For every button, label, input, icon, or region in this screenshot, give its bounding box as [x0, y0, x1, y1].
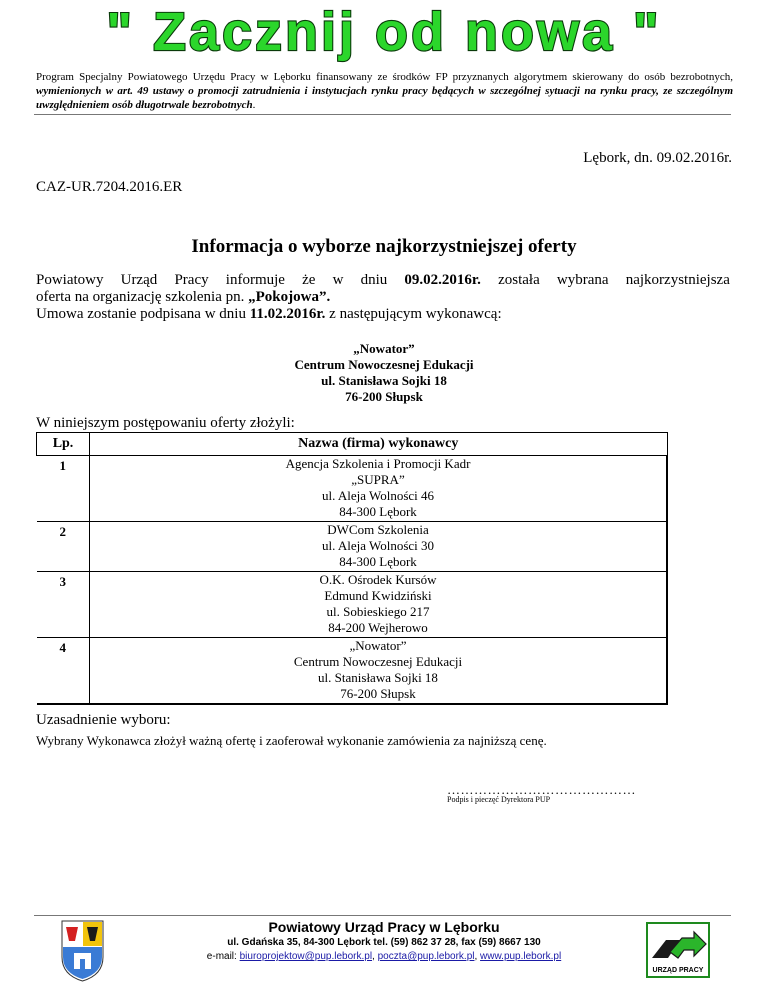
title-banner-graphic	[0, 0, 768, 66]
contractor-line: ul. Stanisława Sojki 18	[318, 670, 438, 685]
footer-divider	[34, 915, 731, 916]
footer-address: ul. Gdańska 35, 84-300 Lębork tel. (59) 862 37 28, fax (59) 8667 130	[227, 937, 541, 948]
winner-line: „Nowator”	[353, 341, 415, 356]
signature-line: ……………………………………	[447, 782, 636, 797]
contractor-name-cell	[90, 572, 668, 638]
row-number: 2	[37, 522, 90, 572]
intro-word: wybrana	[556, 272, 609, 288]
training-name: „Pokojowa”.	[248, 289, 331, 305]
title-banner	[0, 0, 768, 66]
table-row	[37, 456, 668, 522]
row-number: 4	[37, 638, 90, 705]
footer-email-label: e-mail:	[206, 951, 240, 962]
website-link[interactable]: www.pup.lebork.pl	[480, 951, 562, 962]
table-row	[37, 638, 668, 705]
intro-word: 09.02.2016r.	[404, 272, 481, 288]
contractor-line: Agencja Szkolenia i Promocji Kadr	[285, 456, 471, 471]
urzad-pracy-logo-icon	[646, 922, 710, 978]
table-header-row	[37, 433, 668, 456]
intro-word: Pracy	[174, 272, 209, 288]
winner-line: Centrum Nowoczesnej Edukacji	[294, 357, 474, 372]
table-row	[37, 572, 668, 638]
table-row	[37, 522, 668, 572]
bidders-label: W niniejszym postępowaniu oferty złożyli:	[36, 415, 295, 431]
logo-text: URZĄD PRACY	[652, 967, 704, 974]
program-text-end: .	[252, 99, 256, 111]
offers-table	[36, 432, 668, 705]
contractor-line: DWCom Szkolenia	[327, 522, 429, 537]
intro-word: najkorzystniejsza	[625, 272, 730, 288]
contractor-line: 84-300 Lębork	[339, 504, 417, 519]
intro-line-3-text: Umowa zostanie podpisana w dniu	[36, 306, 250, 322]
document-reference: CAZ-UR.7204.2016.ER	[36, 179, 183, 195]
document-date: Lębork, dn. 09.02.2016r.	[583, 150, 732, 166]
contractor-name-cell	[90, 522, 668, 572]
document-title: Informacja o wyborze najkorzystniejszej oferty	[191, 236, 577, 257]
winner-line: ul. Stanisława Sojki 18	[321, 373, 447, 388]
contractor-line: O.K. Ośrodek Kursów	[319, 572, 437, 587]
intro-word: w	[332, 272, 344, 288]
contractor-line: 76-200 Słupsk	[340, 686, 416, 701]
intro-line-1	[36, 272, 730, 289]
intro-word: że	[302, 272, 316, 288]
intro-word: Powiatowy	[36, 272, 104, 288]
footer-office-name: Powiatowy Urząd Pracy w Lęborku	[268, 919, 500, 935]
column-header-name: Nazwa (firma) wykonawcy	[90, 433, 668, 456]
header-divider	[34, 114, 731, 115]
contractor-line: 84-200 Wejherowo	[328, 620, 428, 635]
row-number: 3	[37, 572, 90, 638]
intro-paragraph	[36, 272, 730, 323]
program-description	[36, 70, 733, 112]
row-number: 1	[37, 456, 90, 522]
intro-word: została	[498, 272, 540, 288]
program-text: Program Specjalny Powiatowego Urzędu Pracy w Lęborku finansowany ze środków FP przyznanych algorytmem skierowany do osób bezrobotnych,	[36, 71, 733, 83]
contractor-line: Centrum Nowoczesnej Edukacji	[293, 654, 463, 669]
footer-contacts: e-mail: biuroprojektow@pup.lebork.pl, poczta@pup.lebork.pl, www.pup.lebork.pl	[206, 951, 562, 962]
intro-line-3	[36, 306, 730, 323]
banner-title: " Zacznij od nowa "	[106, 2, 662, 62]
intro-line-2-text: oferta na organizację szkolenia pn.	[36, 289, 249, 305]
contractor-line: ul. Sobieskiego 217	[326, 604, 430, 619]
signature-label: Podpis i pieczęć Dyrektora PUP	[447, 795, 551, 804]
intro-line-2	[36, 289, 730, 306]
contractor-line: „Nowator”	[349, 638, 407, 653]
contractor-line: ul. Aleja Wolności 46	[321, 488, 435, 503]
email-link-projects[interactable]: biuroprojektow@pup.lebork.pl	[239, 951, 373, 962]
contractor-line: 84-300 Lębork	[339, 554, 417, 569]
email-link-office[interactable]: poczta@pup.lebork.pl	[377, 951, 475, 962]
selected-contractor	[0, 341, 768, 405]
intro-word: dniu	[360, 272, 388, 288]
contract-date: 11.02.2016r.	[249, 306, 326, 322]
intro-line-3-suffix: z następującym wykonawcą:	[325, 306, 502, 322]
justification-label: Uzasadnienie wyboru:	[36, 712, 171, 728]
contractor-line: Edmund Kwidziński	[324, 588, 432, 603]
intro-word: informuje	[225, 272, 285, 288]
column-header-lp: Lp.	[37, 433, 90, 456]
winner-line: 76-200 Słupsk	[345, 389, 423, 404]
justification-text: Wybrany Wykonawca złożył ważną ofertę i zaoferował wykonanie zamówienia za najniższą cenę.	[36, 733, 547, 748]
intro-word: Urząd	[120, 272, 158, 288]
contractor-line: ul. Aleja Wolności 30	[321, 538, 435, 553]
contractor-name-cell	[90, 638, 668, 705]
contractor-name-cell	[90, 456, 668, 522]
contractor-line: „SUPRA”	[351, 472, 405, 487]
program-text-emphasis: wymienionych w art. 49 ustawy o promocji zatrudnienia i instytucjach rynku pracy będących w szczególnej sytuacji na rynku pracy, ze szczególnym uwzględnieniem osób długotrwale bezrobotnych	[36, 85, 733, 111]
